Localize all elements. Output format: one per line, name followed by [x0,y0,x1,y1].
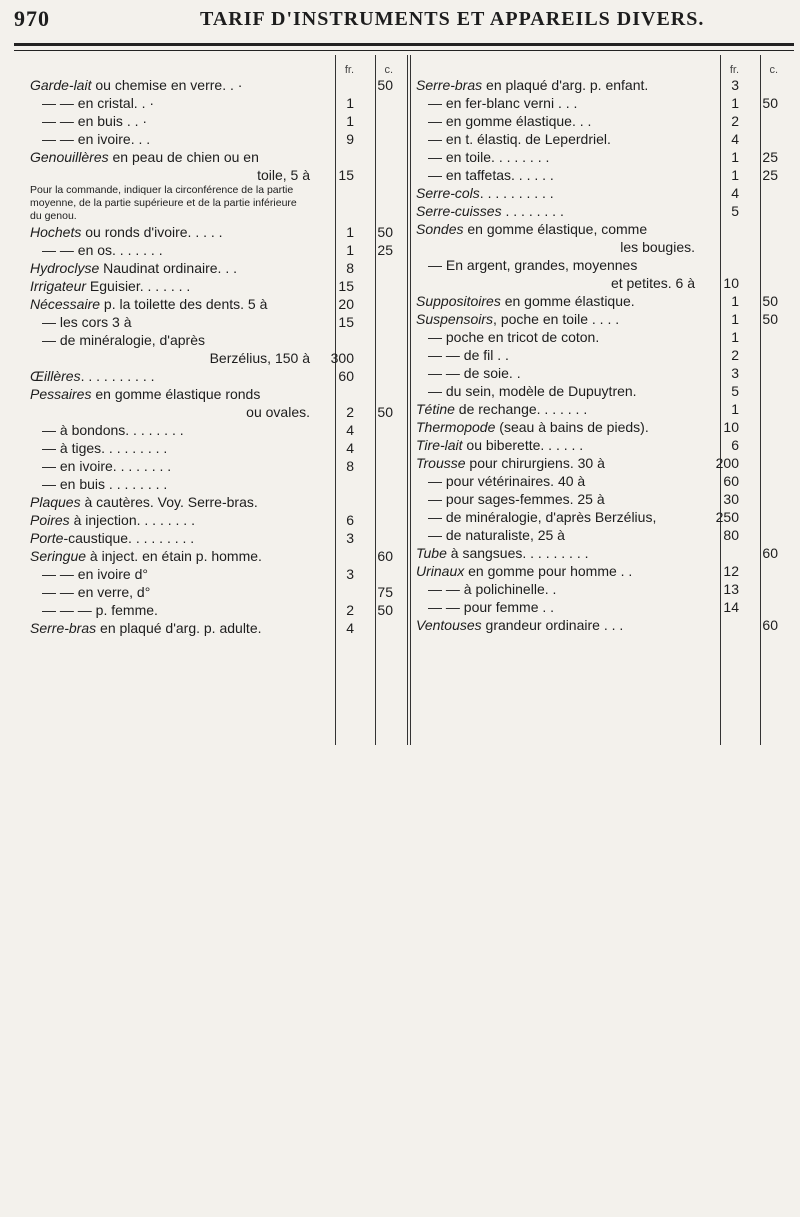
item-description [416,310,699,328]
price-row [30,583,395,601]
item-description [30,223,314,241]
price-row [416,202,780,220]
item-description [30,511,314,529]
price-centimes: 50 [377,224,393,240]
item-text: — à bondons. . . . . . . . [42,422,184,438]
item-description [416,598,699,616]
item-description [416,274,699,292]
price-centimes: 50 [762,293,778,309]
item-text: à inject. en étain p. homme. [86,548,262,564]
price-row [30,421,395,439]
item-text: — de minéralogie, d'après [42,332,205,348]
price-francs: 1 [346,242,354,258]
item-description [416,436,699,454]
price-francs: 3 [346,530,354,546]
price-francs: 1 [346,113,354,129]
item-description [30,184,314,223]
price-row [30,112,395,130]
item-text: en plaqué d'arg. p. enfant. [482,77,649,93]
item-text: — de minéralogie, d'après Berzélius, [428,509,657,525]
item-term: Suppositoires [416,293,501,309]
price-row [30,529,395,547]
price-row [416,148,780,166]
price-centimes: 60 [762,617,778,633]
item-description [416,238,699,256]
item-description [416,616,699,634]
item-text: — — de soie. . [428,365,521,381]
item-text: — du sein, modèle de Dupuytren. [428,383,637,399]
item-description [30,493,314,511]
price-francs: 4 [346,422,354,438]
item-term: Hydroclyse [30,260,100,276]
price-row [416,184,780,202]
price-row [416,598,780,616]
price-francs: 1 [731,401,739,417]
price-row [30,94,395,112]
item-text: — de naturaliste, 25 à [428,527,565,543]
item-term: Pessaires [30,386,92,402]
item-description [416,328,699,346]
price-row [416,76,780,94]
item-description [416,184,699,202]
price-francs: 12 [723,563,739,579]
price-centimes: 50 [377,77,393,93]
price-row [30,619,395,637]
item-term: Plaques [30,494,81,510]
item-text: en gomme élastique ronds [91,386,261,402]
item-text: Eguisier. . . . . . . [86,278,191,294]
price-francs: 250 [715,509,739,525]
item-description [416,400,699,418]
price-centimes: 25 [377,242,393,258]
price-francs: 14 [723,599,739,615]
item-description [30,601,314,619]
price-row [30,547,395,565]
price-centimes: 25 [762,149,778,165]
item-text: à injection. . . . . . . . [69,512,195,528]
item-text: — pour vétérinaires. 40 à [428,473,586,489]
item-text: , poche en toile . . . . [493,311,620,327]
price-francs: 4 [346,620,354,636]
item-text: ou biberette. . . . . . [462,437,584,453]
item-text: — les cors 3 à [42,314,132,330]
item-text: ou chemise en verre. . · [91,77,243,93]
item-description [30,529,314,547]
item-text: — en toile. . . . . . . . [428,149,550,165]
item-term: Poires [30,512,70,528]
item-term: Irrigateur [30,278,87,294]
header-rule-thick [14,43,794,46]
price-francs: 2 [731,347,739,363]
page-title: TARIF D'INSTRUMENTS ET APPAREILS DIVERS. [200,8,705,30]
price-francs: 20 [338,296,354,312]
price-francs: 10 [723,419,739,435]
price-row [416,454,780,472]
left-price-list [30,76,395,637]
price-francs: 2 [346,404,354,420]
item-text: . . . . . . . . . . [479,185,554,201]
item-description [30,130,314,148]
price-row [30,76,395,94]
price-centimes: 50 [762,95,778,111]
item-description [30,277,314,295]
item-text: toile, 5 à [257,167,310,183]
price-row [416,436,780,454]
item-description [30,619,314,637]
item-term: Garde-lait [30,77,92,93]
price-row [416,472,780,490]
item-term: Suspensoirs [416,311,494,327]
item-text: — — à polichinelle. . [428,581,557,597]
item-term: Sondes [416,221,464,237]
price-francs: 60 [338,368,354,384]
price-row [30,457,395,475]
price-row [416,256,780,274]
item-text: grandeur ordinaire . . . [481,617,624,633]
item-description [416,112,699,130]
item-description [30,295,314,313]
item-text: — à tiges. . . . . . . . . [42,440,168,456]
item-description [30,547,314,565]
price-francs: 6 [346,512,354,528]
item-term: Serre-cuisses [416,203,502,219]
price-centimes: 60 [762,545,778,561]
price-row [30,439,395,457]
center-divider-2 [410,55,411,745]
price-francs: 1 [731,95,739,111]
item-description [30,457,314,475]
price-francs: 1 [731,311,739,327]
center-divider [407,55,408,745]
price-row [30,403,395,421]
price-row [30,223,395,241]
price-centimes: 75 [377,584,393,600]
item-text: à cautères. Voy. Serre-bras. [80,494,258,510]
price-row [30,349,395,367]
price-row [30,493,395,511]
price-francs: 3 [346,566,354,582]
item-term: Tube [416,545,447,561]
item-text: en gomme pour homme . . [464,563,633,579]
price-francs: 10 [723,275,739,291]
item-term: Serre-bras [30,620,97,636]
fr-header: fr. [729,64,739,76]
left-column-header [30,62,395,76]
item-term: Œillères [30,368,81,384]
price-row [416,130,780,148]
price-francs: 8 [346,458,354,474]
item-description [416,346,699,364]
price-row [416,346,780,364]
price-row [416,292,780,310]
item-text: — — pour femme . . [428,599,555,615]
item-description [30,112,314,130]
item-description [416,490,699,508]
item-description [416,544,699,562]
item-description [30,331,314,349]
item-description [416,454,699,472]
price-francs: 80 [723,527,739,543]
item-description [30,385,314,403]
price-centimes: 50 [377,602,393,618]
item-text: -caustique. . . . . . . . . [63,530,195,546]
item-description [30,475,314,493]
item-description [416,364,699,382]
price-row [416,508,780,526]
price-row [30,259,395,277]
item-term: Urinaux [416,563,465,579]
fr-header: fr. [344,64,354,76]
price-row [30,295,395,313]
item-description [30,439,314,457]
price-francs: 15 [338,314,354,330]
item-text: — — de fil . . [428,347,509,363]
price-francs: 1 [346,95,354,111]
item-text: en gomme élastique, comme [463,221,648,237]
item-text: — — en verre, d° [42,584,151,600]
item-text: — en gomme élastique. . . [428,113,592,129]
price-row [30,511,395,529]
price-francs: 3 [731,77,739,93]
price-centimes: 50 [762,311,778,327]
price-row [416,364,780,382]
item-term: Hochets [30,224,82,240]
item-description [30,565,314,583]
price-row [416,220,780,238]
item-text: (seau à bains de pieds). [495,419,649,435]
price-francs: 5 [731,203,739,219]
price-francs: 30 [723,491,739,507]
price-row [30,601,395,619]
right-price-list [416,76,780,634]
price-francs: 60 [723,473,739,489]
item-description [30,349,314,367]
item-description [30,403,314,421]
item-description [416,562,699,580]
item-description [30,94,314,112]
item-text: ou ovales. [246,404,310,420]
price-row [30,475,395,493]
item-text: Berzélius, 150 à [209,350,310,366]
header-rule-thin [14,50,794,51]
price-francs: 9 [346,131,354,147]
price-francs: 2 [346,602,354,618]
price-francs: 8 [346,260,354,276]
price-row [416,382,780,400]
price-row [416,238,780,256]
price-francs: 1 [731,329,739,345]
item-text: en plaqué d'arg. p. adulte. [96,620,262,636]
price-francs: 2 [731,113,739,129]
price-row [30,148,395,166]
price-francs: 200 [715,455,739,471]
item-text: — — en buis . . · [42,113,148,129]
price-francs: 1 [731,167,739,183]
price-francs: 4 [731,131,739,147]
item-description [30,241,314,259]
item-text: les bougies. [620,239,695,255]
price-row [416,616,780,634]
price-francs: 6 [731,437,739,453]
item-description [416,256,699,274]
item-description [30,421,314,439]
price-row [416,112,780,130]
left-column [30,62,395,637]
item-text: — — en ivoire d° [42,566,148,582]
item-description [30,148,314,166]
price-row [416,400,780,418]
item-description [30,166,314,184]
item-text: — — en ivoire. . . [42,131,151,147]
right-column [416,62,780,634]
price-centimes: 25 [762,167,778,183]
price-row [416,580,780,598]
item-term: Tétine [416,401,455,417]
item-description [416,220,699,238]
price-row [30,385,395,403]
item-text: de rechange. . . . . . . [454,401,588,417]
item-term: Genouillères [30,149,109,165]
item-text: en peau de chien ou en [108,149,259,165]
item-text: — en buis . . . . . . . . [42,476,168,492]
price-row [30,241,395,259]
price-francs: 1 [346,224,354,240]
price-francs: 13 [723,581,739,597]
price-francs: 5 [731,383,739,399]
item-text: — en fer-blanc verni . . . [428,95,578,111]
item-description [416,418,699,436]
item-text: — En argent, grandes, moyennes [428,257,638,273]
price-row [30,367,395,385]
item-text: p. la toilette des dents. 5 à [100,296,268,312]
c-header: c. [384,64,393,76]
item-term: Seringue [30,548,87,564]
page-number: 970 [14,6,50,31]
item-text: Pour la commande, indiquer la circonférence de la partie moyenne, de la partie supérieure et de la partie inférieure du genou. [30,184,297,222]
price-francs: 1 [731,149,739,165]
item-description [416,76,699,94]
price-francs: 4 [346,440,354,456]
price-row [416,490,780,508]
price-row [416,562,780,580]
c-header: c. [769,64,778,76]
price-row [30,313,395,331]
item-term: Ventouses [416,617,482,633]
item-text: — en t. élastiq. de Leperdriel. [428,131,611,147]
price-row [416,274,780,292]
price-francs: 15 [338,278,354,294]
item-text: — en ivoire. . . . . . . . [42,458,172,474]
item-text: ou ronds d'ivoire. . . . . [81,224,223,240]
price-centimes: 60 [377,548,393,564]
item-description [416,292,699,310]
item-description [416,508,699,526]
item-text: Naudinat ordinaire. . . [99,260,237,276]
price-row [30,130,395,148]
item-text: . . . . . . . . [501,203,564,219]
item-text: et petites. 6 à [610,275,695,291]
item-description [416,130,699,148]
item-term: Tire-lait [416,437,463,453]
item-term: Porte [30,530,64,546]
price-francs: 15 [338,167,354,183]
item-term: Trousse [416,455,466,471]
item-description [30,367,314,385]
item-term: Thermopode [416,419,496,435]
price-row [416,526,780,544]
price-row [30,277,395,295]
price-row [416,310,780,328]
item-description [416,166,699,184]
item-description [416,148,699,166]
item-text: en gomme élastique. [500,293,635,309]
item-term: Serre-bras [416,77,483,93]
item-term: Nécessaire [30,296,101,312]
price-row [30,166,395,184]
item-text: — — — p. femme. [42,602,158,618]
price-francs: 300 [330,350,354,366]
item-text: — en taffetas. . . . . . [428,167,554,183]
price-row [416,328,780,346]
price-francs: 4 [731,185,739,201]
item-description [30,583,314,601]
price-row [416,166,780,184]
price-row [416,418,780,436]
item-description [416,580,699,598]
price-row [30,331,395,349]
item-description [30,76,314,94]
price-row [416,94,780,112]
item-description [30,259,314,277]
item-text: — — en cristal. . · [42,95,155,111]
item-description [416,382,699,400]
item-description [416,472,699,490]
item-term: Serre-cols [416,185,480,201]
item-text: pour chirurgiens. 30 à [465,455,605,471]
item-description [416,202,699,220]
item-description [30,313,314,331]
item-description [416,94,699,112]
price-row [30,565,395,583]
price-francs: 3 [731,365,739,381]
price-row [30,184,395,223]
item-text: . . . . . . . . . . [80,368,155,384]
price-row [416,544,780,562]
item-text: — — en os. . . . . . . [42,242,163,258]
item-text: à sangsues. . . . . . . . . [446,545,589,561]
right-column-header [416,62,780,76]
item-text: — pour sages-femmes. 25 à [428,491,605,507]
item-description [416,526,699,544]
price-francs: 1 [731,293,739,309]
price-centimes: 50 [377,404,393,420]
item-text: — poche en tricot de coton. [428,329,600,345]
